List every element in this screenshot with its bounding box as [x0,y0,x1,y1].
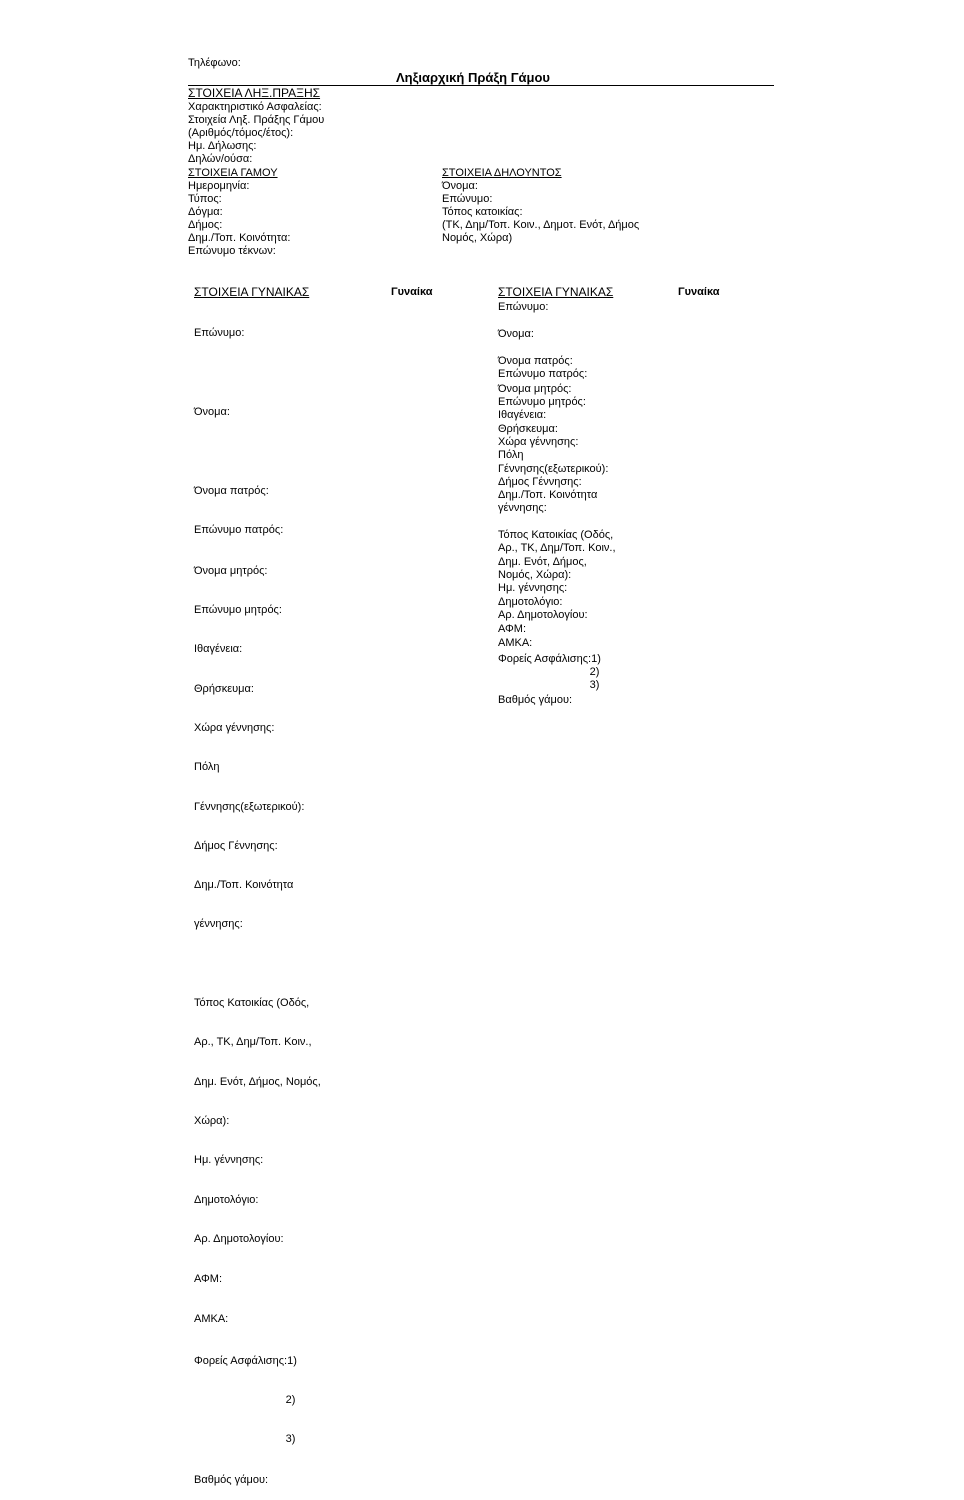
spouse-right-line: Όνομα: [498,327,534,340]
spouse-left-line: Επώνυμο μητρός: [194,604,282,617]
spouse-left-line: Τόπος Κατοικίας (Οδός, [194,997,310,1010]
spouse-left-line: Χώρα): [194,1114,230,1127]
registry-line: (Αριθμός/τόμος/έτος): [188,127,294,139]
spouse-right-role: Γυναίκα [678,286,720,298]
marriage-line: Δημ./Τοπ. Κοινότητα: [188,232,291,244]
spouse-right-line: Όνομα μητρός: [498,382,572,395]
registry-line: Χαρακτηριστικό Ασφαλείας: [188,101,322,113]
spouse-left-line: Δημοτολόγιο: [194,1193,259,1206]
spouse-right-line: Πόλη [498,449,524,462]
marriage-section-lines [188,180,290,258]
marriage-section-heading: ΣΤΟΙΧΕΙΑ ΓΑΜΟΥ [188,167,278,179]
spouse-left-role: Γυναίκα [391,286,433,298]
spouse-right-heading: ΣΤΟΙΧΕΙΑ ΓΥΝΑΙΚΑΣ [498,285,614,299]
spouse-left-line: Όνομα: [194,405,230,418]
spouse-right-line: Όνομα πατρός: [498,355,573,368]
spouse-left-heading: ΣΤΟΙΧΕΙΑ ΓΥΝΑΙΚΑΣ [194,285,310,299]
spouse-right-line: 2) [498,666,600,679]
spouse-left-line: Φορείς Ασφάλισης:1) [194,1354,297,1367]
spouse-right-line: γέννησης: [498,502,547,515]
spouse-right-lines [498,301,616,707]
spouse-right-line: Δημ./Τοπ. Κοινότητα [498,489,598,502]
spouse-left-line: Δημ./Τοπ. Κοινότητα [194,879,294,892]
spouse-left-line: Πόλη [194,761,220,774]
spouse-right-line [498,516,616,529]
spouse-right-line: Ιθαγένεια: [498,409,547,422]
spouse-right-line: Επώνυμο μητρός: [498,396,586,409]
spouse-right-line: Επώνυμο πατρός: [498,368,588,381]
spouse-left-line: Όνομα μητρός: [194,564,268,577]
spouse-left-line: Επώνυμο πατρός: [194,524,284,537]
declarant-section-lines [442,180,639,245]
spouse-right-line: Επώνυμο: [498,301,549,313]
declarant-line: Επώνυμο: [442,193,493,205]
spouse-right-line: Αρ., ΤΚ, Δημ/Τοπ. Κοιν., [498,542,616,555]
spouse-right-line [498,314,616,327]
registry-section-heading: ΣΤΟΙΧΕΙΑ ΛΗΞ.ΠΡΑΞΗΣ [188,86,321,100]
document-title: Ληξιαρχική Πράξη Γάμου [396,70,550,85]
declarant-line: Τόπος κατοικίας: [442,206,523,218]
spouse-left-line [194,366,321,379]
marriage-line: Δήμος: [188,219,223,231]
spouse-left-line: Όνομα πατρός: [194,485,269,498]
spouse-right-line: Ημ. γέννησης: [498,582,568,595]
spouse-right-line: Θρήσκευμα: [498,422,558,435]
spouse-right-line: Δημ. Ενότ, Δήμος, [498,555,587,568]
spouse-left-line: Δημ. Ενότ, Δήμος, Νομός, [194,1075,321,1088]
declarant-line: Νομός, Χώρα) [442,232,513,244]
spouse-right-line: Βαθμός γάμου: [498,693,573,706]
spouse-left-line [194,445,321,458]
spouse-left-line: Γέννησης(εξωτερικού): [194,800,305,813]
spouse-right-line: Τόπος Κατοικίας (Οδός, [498,529,614,542]
spouse-left-line: Βαθμός γάμου: [194,1473,269,1486]
spouse-left-line: 2) [194,1394,296,1407]
spouse-left-line: Αρ. Δημοτολογίου: [194,1232,284,1245]
spouse-left-line: γέννησης: [194,918,243,931]
phone-label: Τηλέφωνο: [188,57,241,69]
marriage-line: Τύπος: [188,193,222,205]
spouse-right-line: Χώρα γέννησης: [498,435,579,448]
spouse-right-line: Γέννησης(εξωτερικού): [498,462,609,475]
spouse-right-line: Δημοτολόγιο: [498,595,563,608]
spouse-left-line: Ημ. γέννησης: [194,1154,264,1167]
spouse-right-line: Δήμος Γέννησης: [498,475,582,488]
spouse-left-line: Δήμος Γέννησης: [194,839,278,852]
registry-line: Δηλών/ούσα: [188,153,253,165]
spouse-left-line: ΑΜΚΑ: [194,1313,229,1326]
spouse-left-line [194,958,321,971]
registry-section-lines [188,101,324,166]
registry-line: Ημ. Δήλωσης: [188,140,257,152]
spouse-right-line: ΑΜΚΑ: [498,637,533,650]
spouse-right-line: Αρ. Δημοτολογίου: [498,608,588,621]
spouse-left-line: Επώνυμο: [194,327,245,339]
spouse-left-line: ΑΦΜ: [194,1273,223,1286]
spouse-right-line: Φορείς Ασφάλισης:1) [498,652,601,665]
spouse-left-lines [194,301,321,1500]
registry-line: Στοιχεία Ληξ. Πράξης Γάμου [188,114,325,126]
spouse-right-line [498,341,616,354]
marriage-line: Ημερομηνία: [188,180,250,192]
spouse-left-line: Θρήσκευμα: [194,682,254,695]
spouse-left-line: Χώρα γέννησης: [194,721,275,734]
marriage-line: Δόγμα: [188,206,223,218]
spouse-left-line: Αρ., ΤΚ, Δημ/Τοπ. Κοιν., [194,1036,312,1049]
spouse-right-line: ΑΦΜ: [498,623,527,636]
declarant-line: Όνομα: [442,180,478,192]
spouse-left-line: 3) [194,1433,296,1446]
spouse-right-line: 3) [498,679,600,692]
spouse-left-line: Ιθαγένεια: [194,643,243,656]
declarant-section-heading: ΣΤΟΙΧΕΙΑ ΔΗΛΟΥΝΤΟΣ [442,167,562,179]
declarant-line: (ΤΚ, Δημ/Τοπ. Κοιν., Δημοτ. Ενότ, Δήμος [442,219,640,231]
marriage-line: Επώνυμο τέκνων: [188,245,276,257]
spouse-right-line: Νομός, Χώρα): [498,568,572,581]
